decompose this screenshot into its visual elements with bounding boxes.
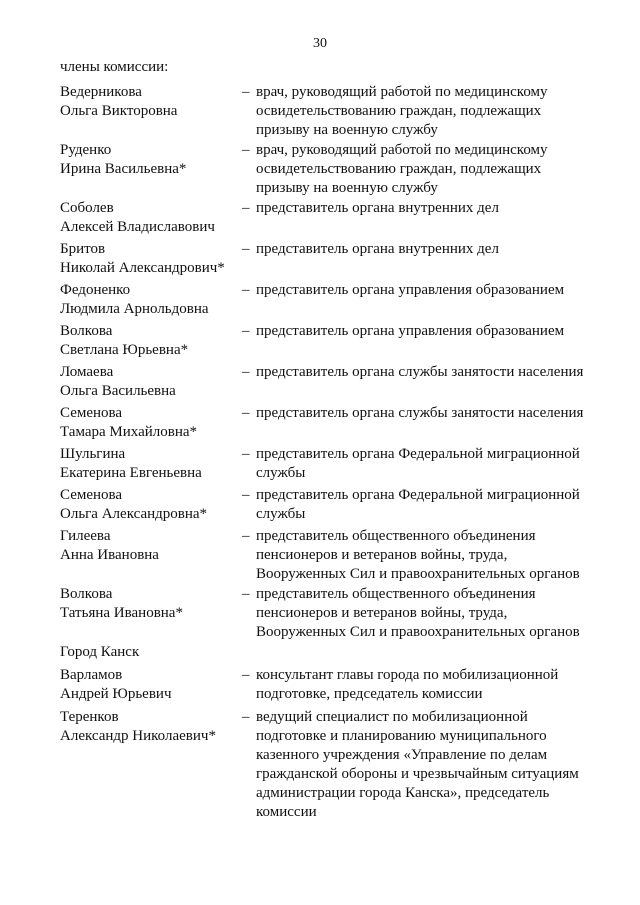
role-line: представитель органа службы занятости населения [256, 405, 584, 421]
dash: – [242, 364, 250, 380]
member-role [256, 322, 596, 341]
role-line: консультант главы города по мобилизационной [256, 667, 559, 683]
member-given-name: Ольга Александровна* [60, 506, 208, 522]
role-line: освидетельствованию граждан, подлежащих [256, 103, 542, 119]
role-line: пенсионеров и ветеранов войны, труда, [256, 547, 508, 563]
member-role [256, 708, 596, 822]
role-line: представитель общественного объединения [256, 528, 536, 544]
role-line: призыву на военную службу [256, 122, 438, 138]
role-line: гражданской обороны и чрезвычайным ситуациям [256, 766, 579, 782]
member-role [256, 527, 596, 584]
member-role [256, 585, 596, 642]
role-line: ведущий специалист по мобилизационной [256, 709, 528, 725]
member-given-name: Людмила Арнольдовна [60, 301, 209, 317]
role-line: представитель органа внутренних дел [256, 241, 499, 257]
member-given-name: Анна Ивановна [60, 547, 159, 563]
dash: – [242, 282, 250, 298]
member-role [256, 83, 596, 140]
dash: – [242, 142, 250, 158]
member-given-name: Андрей Юрьевич [60, 686, 172, 702]
member-role [256, 240, 596, 259]
member-given-name: Тамара Михайловна* [60, 424, 198, 440]
member-role [256, 199, 596, 218]
role-line: врач, руководящий работой по медицинскому [256, 142, 548, 158]
member-name [60, 199, 240, 237]
role-line: представитель органа Федеральной миграционной [256, 446, 580, 462]
member-surname: Волкова [60, 323, 113, 339]
member-role [256, 404, 596, 423]
member-surname: Ломаева [60, 364, 114, 380]
member-role [256, 486, 596, 524]
member-given-name: Екатерина Евгеньевна [60, 465, 202, 481]
dash: – [242, 405, 250, 421]
member-name [60, 281, 240, 319]
member-given-name: Ольга Викторовна [60, 103, 178, 119]
member-given-name: Ольга Васильевна [60, 383, 176, 399]
member-surname: Шульгина [60, 446, 126, 462]
member-role [256, 141, 596, 198]
role-line: представитель общественного объединения [256, 586, 536, 602]
member-role [256, 363, 596, 382]
member-name [60, 83, 240, 121]
member-given-name: Александр Николаевич* [60, 728, 216, 744]
member-name [60, 240, 240, 278]
dash: – [242, 241, 250, 257]
role-line: представитель органа управления образованием [256, 323, 565, 339]
role-line: комиссии [256, 804, 317, 820]
dash: – [242, 84, 250, 100]
member-name [60, 666, 240, 704]
role-line: представитель органа внутренних дел [256, 200, 499, 216]
city-label: Город Канск [60, 644, 140, 660]
member-name [60, 363, 240, 401]
member-surname: Семенова [60, 405, 123, 421]
member-given-name: Алексей Владиславович [60, 219, 215, 235]
dash: – [242, 446, 250, 462]
role-line: освидетельствованию граждан, подлежащих [256, 161, 542, 177]
member-given-name: Татьяна Ивановна* [60, 605, 183, 621]
member-surname: Ведерникова [60, 84, 142, 100]
member-name [60, 527, 240, 565]
role-line: представитель органа управления образованием [256, 282, 565, 298]
member-surname: Семенова [60, 487, 123, 503]
role-line: службы [256, 506, 306, 522]
member-surname: Теренков [60, 709, 119, 725]
member-surname: Гилеева [60, 528, 111, 544]
member-name [60, 322, 240, 360]
member-name [60, 708, 240, 746]
dash: – [242, 528, 250, 544]
role-line: администрации города Канска», председатель [256, 785, 550, 801]
role-line: подготовке и планированию муниципального [256, 728, 547, 744]
members-label: члены комиссии: [60, 59, 169, 75]
member-name [60, 445, 240, 483]
member-role [256, 666, 596, 704]
member-name [60, 486, 240, 524]
member-role [256, 281, 596, 300]
dash: – [242, 487, 250, 503]
dash: – [242, 709, 250, 725]
member-given-name: Ирина Васильевна* [60, 161, 187, 177]
member-role [256, 445, 596, 483]
dash: – [242, 586, 250, 602]
role-line: врач, руководящий работой по медицинскому [256, 84, 548, 100]
member-given-name: Светлана Юрьевна* [60, 342, 189, 358]
role-line: подготовке, председатель комиссии [256, 686, 483, 702]
role-line: представитель органа Федеральной миграционной [256, 487, 580, 503]
role-line: Вооруженных Сил и правоохранительных органов [256, 566, 580, 582]
member-given-name: Николай Александрович* [60, 260, 225, 276]
member-surname: Федоненко [60, 282, 131, 298]
member-name [60, 585, 240, 623]
role-line: Вооруженных Сил и правоохранительных органов [256, 624, 580, 640]
member-name [60, 404, 240, 442]
role-line: службы [256, 465, 306, 481]
member-surname: Волкова [60, 586, 113, 602]
role-line: казенного учреждения «Управление по делам [256, 747, 548, 763]
dash: – [242, 323, 250, 339]
role-line: призыву на военную службу [256, 180, 438, 196]
member-surname: Соболев [60, 200, 114, 216]
member-surname: Руденко [60, 142, 112, 158]
role-line: пенсионеров и ветеранов войны, труда, [256, 605, 508, 621]
member-surname: Варламов [60, 667, 123, 683]
role-line: представитель органа службы занятости населения [256, 364, 584, 380]
dash: – [242, 200, 250, 216]
page-number: 30 [313, 36, 327, 51]
dash: – [242, 667, 250, 683]
member-surname: Бритов [60, 241, 106, 257]
member-name [60, 141, 240, 179]
